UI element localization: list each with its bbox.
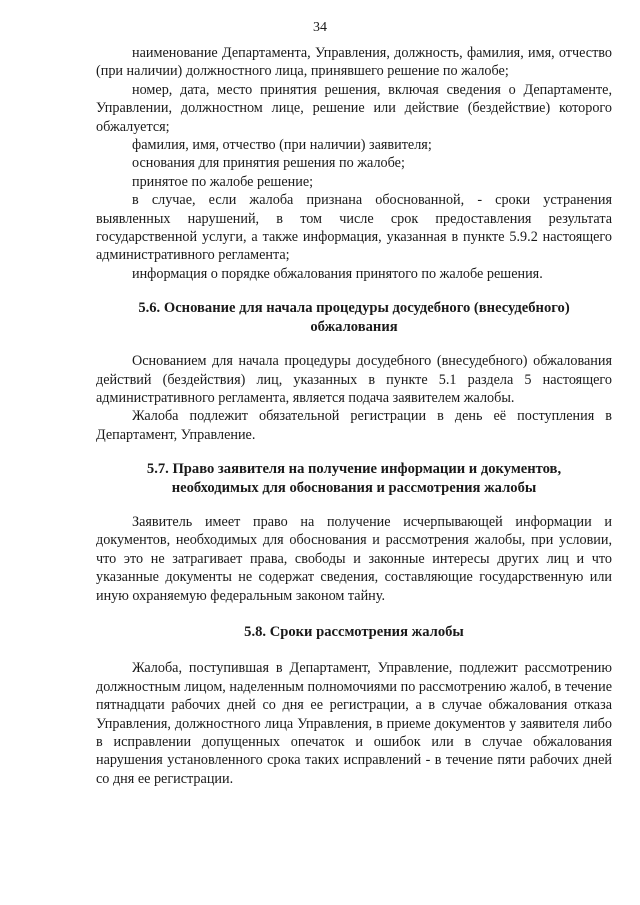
list-item: основания для принятия решения по жалобе; xyxy=(132,155,405,172)
list-item: в случае, если жалоба признана обоснованной, - сроки устранения выявленных нарушений, в том числе срок предоставления результата государственной услуги, а также информация, указанная в пункте 5.9.2 настоящего административного регламента; xyxy=(96,192,612,264)
list-item: наименование Департамента, Управления, должность, фамилия, имя, отчество (при наличии) должностного лица, принявшего решение по жалобе; xyxy=(96,45,612,80)
paragraph: Основанием для начала процедуры досудебного (внесудебного) обжалования действий (бездействия) лиц, указанных в пункте 5.1 раздела 5 настоящего административного регламента, является подача заявителем жалобы. xyxy=(96,353,612,406)
section-5-6-body xyxy=(96,352,612,444)
section-5-8-body xyxy=(96,659,612,788)
list-item: информация о порядке обжалования принятого по жалобе решения. xyxy=(132,265,543,282)
page-number: 34 xyxy=(313,20,327,35)
paragraph: Заявитель имеет право на получение исчерпывающей информации и документов, необходимых для обоснования и рассмотрения жалобы, при условии, что это не затрагивает права, свободы и законные интересы других лиц и что указанные документы не содержат сведения, составляющие государственную или иную охраняемую федеральным законом тайну. xyxy=(96,513,612,604)
section-5-8-heading: 5.8. Сроки рассмотрения жалобы xyxy=(244,623,464,640)
paragraph: Жалоба подлежит обязательной регистрации в день её поступления в Департамент, Управление. xyxy=(96,408,612,443)
paragraph: Жалоба, поступившая в Департамент, Управление, подлежит рассмотрению должностным лицом, наделенным полномочиями по рассмотрению жалоб, в течение пятнадцати рабочих дней со дня ее регистрации, а в случае обжалования отказа Управления, должностного лица Управления, в приеме документов у заявителя либо в исправлении допущенных опечаток и ошибок или в случае обжалования нарушения установленного срока таких исправлений - в течение пяти рабочих дней со дня ее регистрации. xyxy=(96,660,612,787)
document-body xyxy=(96,44,612,788)
list-item: фамилия, имя, отчество (при наличии) заявителя; xyxy=(132,137,432,154)
section-5-6-heading: 5.6. Основание для начала процедуры досудебного (внесудебного) обжалования xyxy=(138,300,570,335)
section-5-7-body xyxy=(96,513,612,605)
section-5-7-heading: 5.7. Право заявителя на получение информации и документов, необходимых для обоснования и рассмотрения жалобы xyxy=(146,461,562,496)
list-item: принятое по жалобе решение; xyxy=(132,173,314,190)
list-item: номер, дата, место принятия решения, включая сведения о Департаменте, Управлении, должностном лице, решение или действие (бездействие) которого обжалуется; xyxy=(96,81,612,135)
decision-contents-list xyxy=(96,44,612,283)
